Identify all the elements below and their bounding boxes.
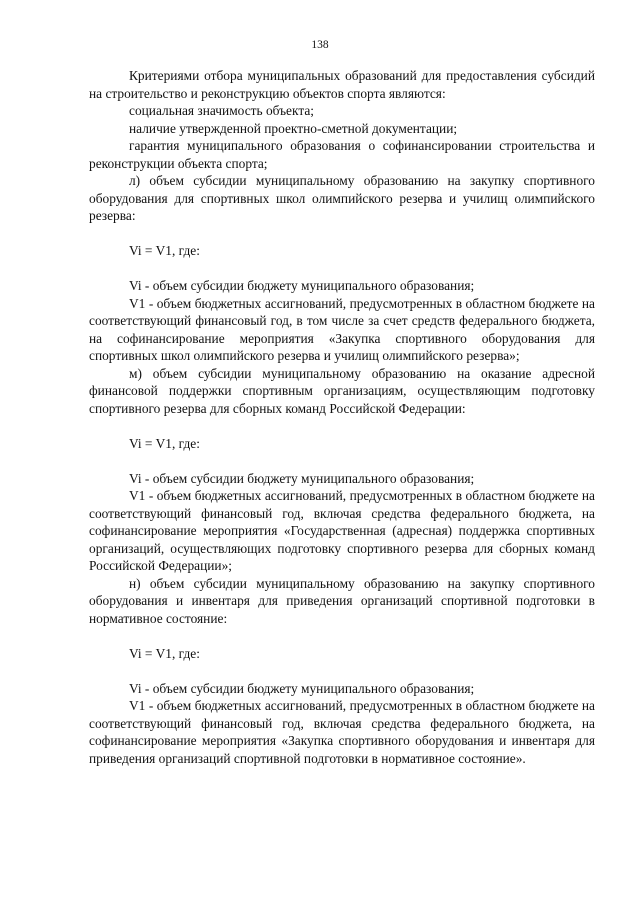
paragraph-item-n: н) объем субсидии муниципальному образованию на закупку спортивного оборудования и инвентаря для приведения организаций спортивной подготовки в нормативное состояние: [89, 575, 595, 626]
paragraph-l-v1-definition: V1 - объем бюджетных ассигнований, предусмотренных в областном бюджете на соответствующий финансовый год, в том числе за счет средств федерального бюджета, на софинансирование мероприятия «Закупка спортивного оборудования для спортивных школ олимпийского резерва и училищ олимпийского резерва»; [89, 295, 595, 363]
document-body [89, 67, 595, 767]
formula-n: Vi = V1, где: [129, 645, 200, 661]
paragraph-item-m: м) объем субсидии муниципальному образованию на оказание адресной финансовой поддержки спортивным организациям, осуществляющим подготовку спортивного резерва для сборных команд Российской Федерации: [89, 365, 595, 416]
formula-l: Vi = V1, где: [129, 243, 200, 258]
spacer [89, 225, 595, 243]
spacer [89, 260, 595, 278]
spacer [89, 662, 595, 680]
paragraph-m-vi-definition: Vi - объем субсидии бюджету муниципального образования; [129, 470, 475, 486]
spacer [89, 452, 595, 470]
paragraph-criterion-documentation: наличие утвержденной проектно-сметной документации; [129, 120, 458, 136]
paragraph-n-v1-definition: V1 - объем бюджетных ассигнований, предусмотренных в областном бюджете на соответствующий финансовый год, включая средства федерального бюджета, на софинансирование мероприятия «Закупка спортивного оборудования и инвентаря для приведения организаций спортивной подготовки в нормативное состояние». [89, 698, 595, 766]
spacer [89, 417, 595, 435]
paragraph-l-vi-definition: Vi - объем субсидии бюджету муниципального образования; [129, 278, 475, 293]
paragraph-criterion-guarantee: гарантия муниципального образования о софинансировании строительства и реконструкции объекта спорта; [89, 138, 595, 171]
spacer [89, 627, 595, 645]
paragraph-item-l: л) объем субсидии муниципальному образованию на закупку спортивного оборудования для спортивных школ олимпийского резерва и училищ олимпийского резерва: [89, 173, 595, 223]
page-number: 138 [311, 39, 329, 51]
formula-m: Vi = V1, где: [129, 435, 200, 451]
paragraph-n-vi-definition: Vi - объем субсидии бюджету муниципального образования; [129, 680, 475, 696]
paragraph-criterion-social: социальная значимость объекта; [129, 103, 315, 118]
paragraph-criteria-intro: Критериями отбора муниципальных образований для предоставления субсидий на строительство и реконструкцию объектов спорта являются: [89, 68, 595, 101]
paragraph-m-v1-definition: V1 - объем бюджетных ассигнований, предусмотренных в областном бюджете на соответствующий финансовый год, включая средства федерального бюджета, на софинансирование мероприятия «Государственная (адресная) поддержка спортивных организаций, осуществляющих подготовку спортивного резерва для сборных команд Российской Федерации»; [89, 488, 595, 573]
